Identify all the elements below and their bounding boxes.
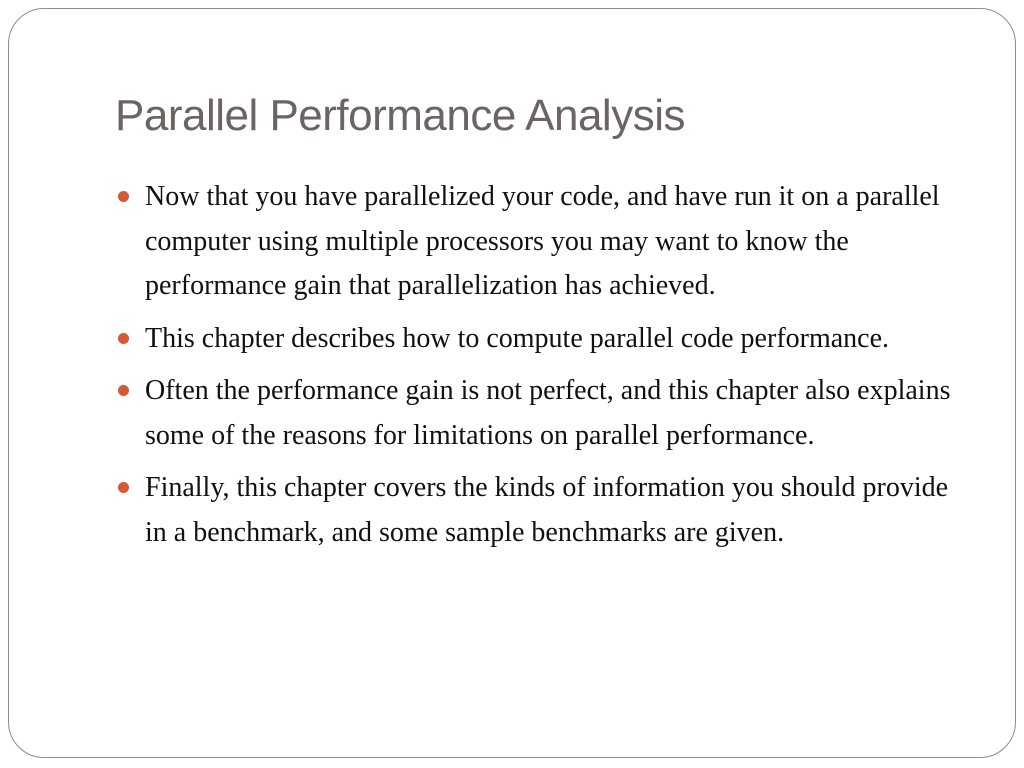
bullet-dot-icon — [118, 482, 129, 493]
bullet-text: Finally, this chapter covers the kinds of information you should provide in a benchmark, and some sample benchmarks are given. — [145, 472, 949, 548]
bullet-dot-icon — [118, 333, 129, 344]
bullet-dot-icon — [118, 191, 129, 202]
bullet-item — [115, 317, 965, 362]
bullet-text: Now that you have parallelized your code, and have run it on a parallel computer using multiple processors you may want to know the performance gain that parallelization has achieved. — [145, 181, 940, 301]
bullet-item — [115, 175, 965, 309]
bullet-dot-icon — [118, 385, 129, 396]
slide-frame — [8, 8, 1016, 758]
slide-title: Parallel Performance Analysis — [115, 91, 685, 140]
bullet-text: This chapter describes how to compute parallel code performance. — [145, 322, 890, 354]
bullet-item — [115, 369, 965, 458]
bullet-list — [115, 175, 965, 563]
bullet-text: Often the performance gain is not perfect, and this chapter also explains some of the reasons for limitations on parallel performance. — [145, 375, 951, 451]
bullet-item — [115, 466, 965, 555]
